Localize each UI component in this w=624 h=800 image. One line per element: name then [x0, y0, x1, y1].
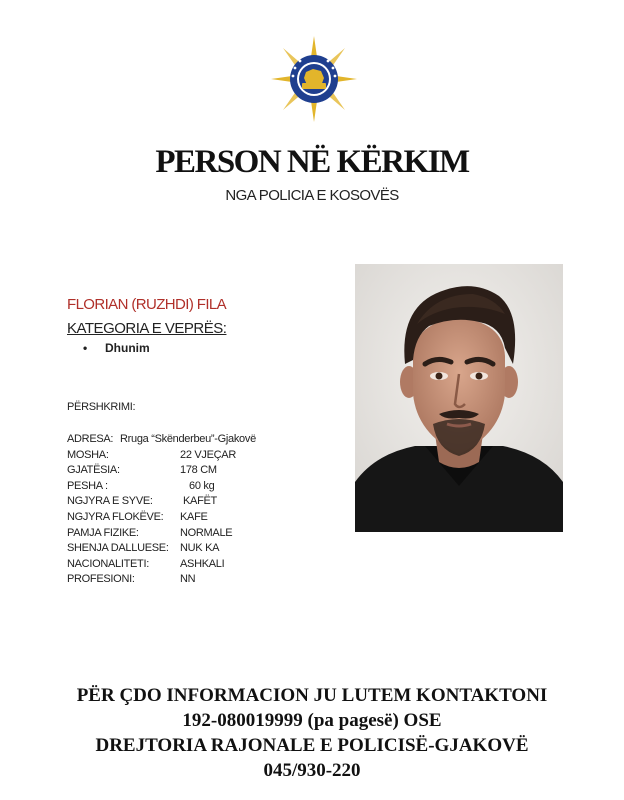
contact-block [0, 683, 624, 783]
detail-row-height [67, 463, 327, 479]
detail-row-nationality [67, 557, 327, 573]
detail-row-eye-color [67, 494, 327, 510]
contact-phone: 045/930-220 [263, 760, 361, 781]
detail-row-physique [67, 526, 327, 542]
detail-value: 60 kg [189, 479, 215, 492]
detail-value: 22 VJEÇAR [180, 448, 236, 461]
detail-label: NGJYRA E SYVE: [67, 495, 153, 508]
detail-row-weight [67, 479, 327, 495]
contact-line-1: PËR ÇDO INFORMACION JU LUTEM KONTAKTONI [76, 685, 548, 706]
detail-row-profession [67, 572, 327, 588]
detail-value: KAFE [180, 510, 208, 523]
detail-row-age [67, 448, 327, 464]
page-title: PERSON NË KËRKIM [155, 144, 469, 180]
page-subtitle: NGA POLICIA E KOSOVËS [225, 187, 399, 204]
category-list [83, 341, 150, 355]
contact-directorate: DREJTORIA RAJONALE E POLICISË-GJAKOVË [95, 735, 529, 756]
contact-phone-free: 192-080019999 (pa pagesë) OSE [182, 710, 442, 731]
detail-value: KAFËT [183, 495, 217, 508]
detail-value: 178 CM [180, 464, 217, 477]
police-badge-icon [269, 34, 359, 124]
detail-label: PROFESIONI: [67, 573, 135, 586]
detail-label: PESHA : [67, 479, 108, 492]
detail-value: NN [180, 573, 196, 586]
suspect-photo [355, 264, 563, 532]
detail-value: Rruga “Skënderbeu”-Gjakovë [120, 433, 256, 445]
kosovo-police-logo [269, 34, 359, 124]
category-label: KATEGORIA E VEPRËS: [67, 320, 227, 337]
detail-row-marks [67, 541, 327, 557]
category-item: • Dhunim [83, 341, 150, 355]
detail-row-address [67, 432, 327, 448]
detail-label: SHENJA DALLUESE: [67, 542, 169, 555]
description-label: PËRSHKRIMI: [67, 401, 136, 413]
detail-label: NACIONALITETI: [67, 557, 149, 570]
detail-value: NORMALE [180, 526, 233, 539]
detail-value: ASHKALI [180, 557, 225, 570]
detail-label: GJATËSIA: [67, 464, 120, 477]
detail-row-hair-color [67, 510, 327, 526]
person-name: FLORIAN (RUZHDI) FILA [67, 296, 227, 313]
detail-value: NUK KA [180, 542, 220, 555]
details-list [67, 432, 327, 588]
detail-label: MOSHA: [67, 448, 109, 461]
person-portrait-icon [355, 264, 563, 532]
detail-label: NGJYRA FLOKËVE: [67, 510, 164, 523]
detail-label: PAMJA FIZIKE: [67, 526, 139, 539]
detail-label: ADRESA: [67, 433, 114, 445]
